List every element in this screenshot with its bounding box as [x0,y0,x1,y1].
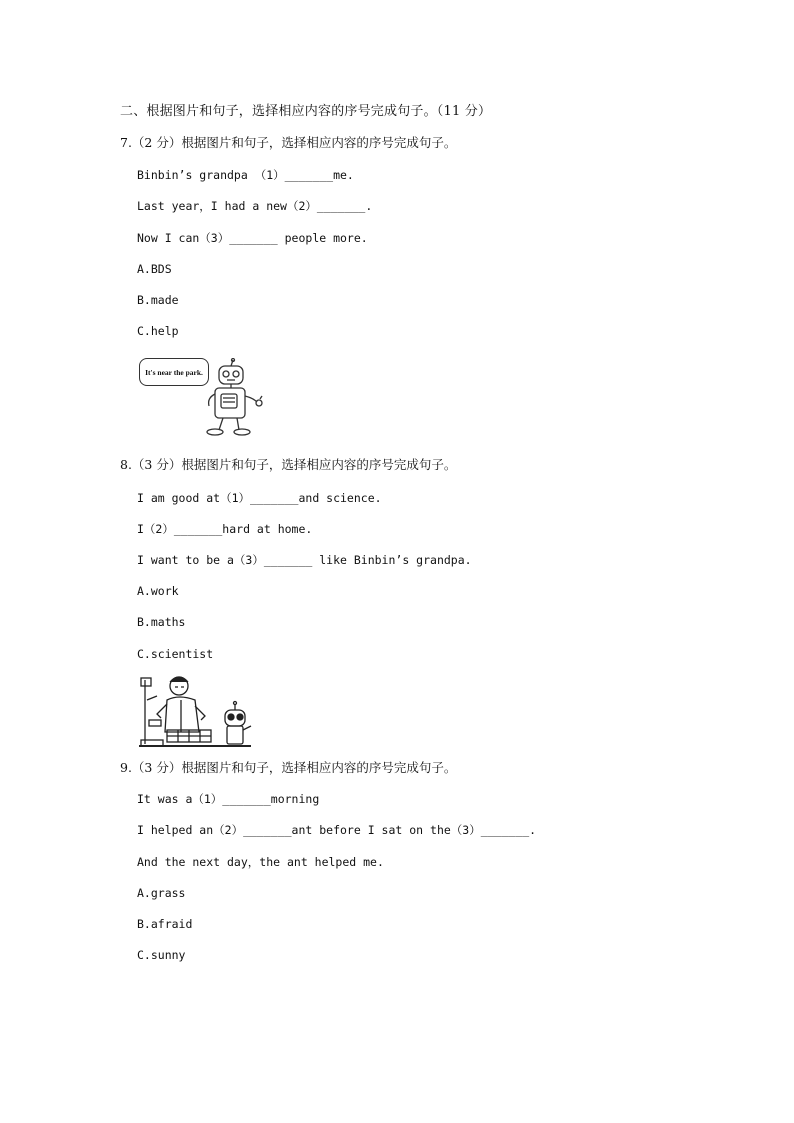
scientist-with-robot-illustration [139,670,255,750]
question-9-option-b: B.afraid [137,917,193,931]
question-8-sentence-1: I am good at（1）_______and science. [137,491,382,505]
question-8-heading: 8.（3 分）根据图片和句子，选择相应内容的序号完成句子。 [120,457,457,472]
question-9-sentence-3: And the next day，the ant helped me. [137,855,384,869]
question-8-option-b: B.maths [137,615,186,629]
speech-bubble: It's near the park. [139,358,209,386]
question-7-option-a: A.BDS [137,262,172,276]
question-7-option-c: C.help [137,324,179,338]
question-8-option-c: C.scientist [137,647,214,661]
question-8-option-a: A.work [137,584,179,598]
robot-illustration [139,358,279,438]
question-8-sentence-3: I want to be a（3）_______ like Binbin’s grandpa. [137,553,472,567]
question-9-sentence-2: I helped an（2）_______ant before I sat on the（3）_______. [137,823,537,837]
question-7-sentence-1: Binbin’s grandpa （1）_______me. [137,168,354,182]
scientist-icon [139,670,255,750]
question-7-sentence-3: Now I can（3）_______ people more. [137,231,368,245]
question-9-sentence-1: It was a（1）_______morning [137,792,320,806]
section-title: 二、根据图片和句子，选择相应内容的序号完成句子。（11 分） [120,104,492,119]
question-9-heading: 9.（3 分）根据图片和句子，选择相应内容的序号完成句子。 [120,760,457,775]
question-7-sentence-2: Last year，I had a new（2）_______. [137,199,373,213]
question-7-option-b: B.made [137,293,179,307]
question-7-heading: 7.（2 分）根据图片和句子，选择相应内容的序号完成句子。 [120,135,457,150]
question-9-option-c: C.sunny [137,948,186,962]
robot-icon [139,358,279,438]
question-8-sentence-2: I（2）_______hard at home. [137,522,313,536]
question-9-option-a: A.grass [137,886,186,900]
